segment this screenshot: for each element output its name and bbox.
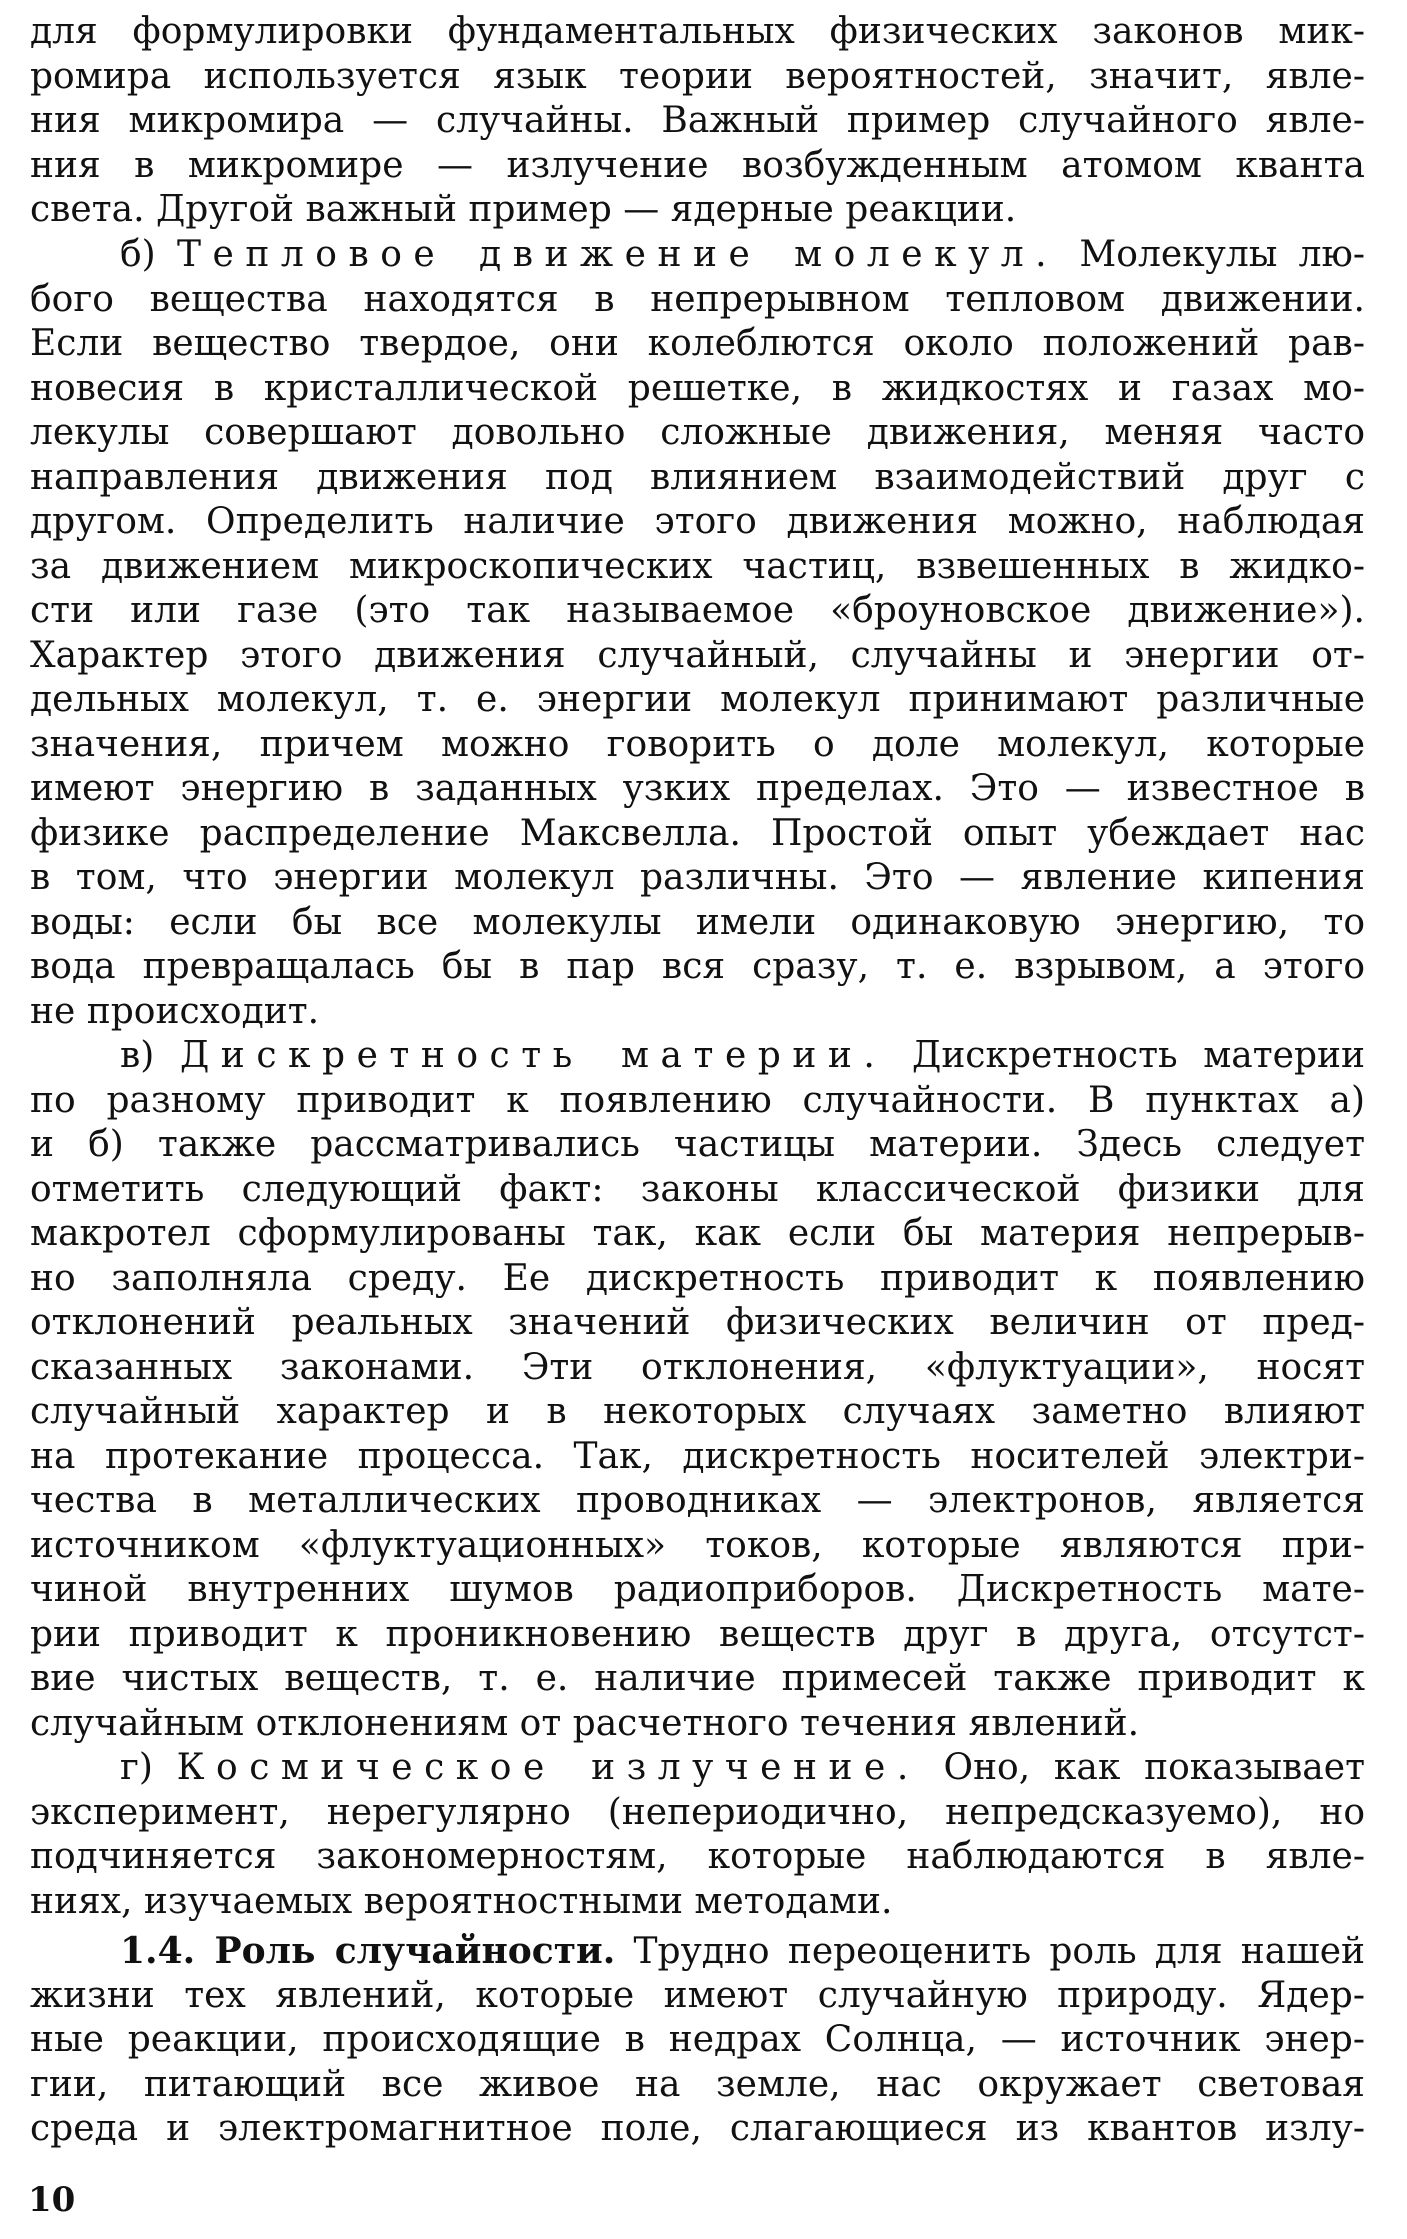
text-line: ния микромира — случайны. Важный пример случайного явле- bbox=[30, 100, 1365, 141]
text-line: бого вещества находятся в непрерывном тепловом движении. bbox=[30, 278, 1365, 320]
text-line: и б) также рассматривались частицы материи. Здесь следует bbox=[30, 1124, 1365, 1165]
paragraph-item-b bbox=[30, 233, 1365, 1034]
text-fragment: Дискретность материи bbox=[886, 1035, 1365, 1076]
text-line: подчиняется закономерностям, которые наблюдаются в явле- bbox=[30, 1836, 1365, 1877]
text-fragment: Молекулы лю- bbox=[1058, 234, 1365, 275]
text-line: ромира используется язык теории вероятностей, значит, явле- bbox=[30, 55, 1365, 97]
text-line: ниях, изучаемых вероятностными методами. bbox=[30, 1880, 893, 1922]
text-line: направления движения под влиянием взаимодействий друг с bbox=[30, 456, 1365, 498]
text-line bbox=[30, 1929, 1365, 1974]
text-line: ния в микромире — излучение возбужденным атомом кванта bbox=[30, 144, 1365, 186]
text-line: новесия в кристаллической решетке, в жидкостях и газах мо- bbox=[30, 367, 1365, 409]
item-label: в) bbox=[120, 1035, 181, 1076]
text-line: лекулы совершают довольно сложные движения, меняя часто bbox=[30, 412, 1365, 453]
text-line: в том, что энергии молекул различны. Это — явление кипения bbox=[30, 857, 1365, 898]
text-line: для формулировки фундаментальных физических законов мик- bbox=[30, 11, 1365, 52]
text-line: значения, причем можно говорить о доле молекул, которые bbox=[30, 723, 1365, 765]
text-line: отметить следующий факт: законы классической физики для bbox=[30, 1168, 1365, 1210]
text-line bbox=[30, 233, 1365, 278]
text-line: за движением микроскопических частиц, взвешенных в жидко- bbox=[30, 545, 1365, 587]
text-fragment: Трудно переоценить роль для нашей bbox=[615, 1931, 1365, 1972]
item-heading: Дискретность материи. bbox=[180, 1035, 887, 1076]
text-line: света. Другой важный пример — ядерные реакции. bbox=[30, 189, 1017, 230]
text-line: гии, питающий все живое на земле, нас окружает световая bbox=[30, 2063, 1365, 2105]
text-line: не происходит. bbox=[30, 990, 320, 1032]
text-fragment: Оно, как показывает bbox=[919, 1747, 1365, 1788]
text-line: Если вещество твердое, они колеблются около положений рав- bbox=[30, 323, 1365, 364]
text-line: Характер этого движения случайный, случайны и энергии от- bbox=[30, 634, 1365, 676]
paragraph-intro-continued bbox=[30, 10, 1365, 233]
text-line: вие чистых веществ, т. е. наличие примесей также приводит к bbox=[30, 1658, 1365, 1699]
text-line: сти или газе (это так называемое «броуновское движение»). bbox=[30, 590, 1365, 631]
text-line: жизни тех явлений, которые имеют случайную природу. Ядер- bbox=[30, 1974, 1365, 2016]
paragraph-item-v bbox=[30, 1034, 1365, 1746]
text-line bbox=[30, 1034, 1365, 1079]
text-line: рии приводит к проникновению веществ друг в друга, отсутст- bbox=[30, 1613, 1365, 1655]
text-line: но заполняла среду. Ее дискретность приводит к появлению bbox=[30, 1257, 1365, 1299]
page-number: 10 bbox=[28, 2180, 76, 2220]
text-line: макротел сформулированы так, как если бы материя непрерыв- bbox=[30, 1213, 1365, 1254]
text-line: другом. Определить наличие этого движения можно, наблюдая bbox=[30, 501, 1365, 542]
section-title: 1.4. Роль случайности. bbox=[120, 1930, 616, 1972]
text-line: среда и электромагнитное поле, слагающиеся из квантов излу- bbox=[30, 2108, 1365, 2149]
item-heading: Космическое излучение. bbox=[176, 1747, 920, 1788]
text-line: эксперимент, нерегулярно (непериодично, непредсказуемо), но bbox=[30, 1791, 1365, 1833]
text-line: отклонений реальных значений физических величин от пред- bbox=[30, 1302, 1365, 1343]
text-line: чества в металлических проводниках — электронов, является bbox=[30, 1480, 1365, 1521]
item-label: б) bbox=[120, 234, 177, 275]
item-label: г) bbox=[120, 1747, 177, 1788]
text-line: дельных молекул, т. е. энергии молекул принимают различные bbox=[30, 679, 1365, 720]
text-line bbox=[30, 1746, 1365, 1791]
paragraph-item-g bbox=[30, 1746, 1365, 1924]
text-line: имеют энергию в заданных узких пределах. Это — известное в bbox=[30, 768, 1365, 809]
text-line: случайный характер и в некоторых случаях заметно влияют bbox=[30, 1391, 1365, 1432]
text-line: ные реакции, происходящие в недрах Солнца, — источник энер- bbox=[30, 2019, 1365, 2060]
text-line: случайным отклонениям от расчетного течения явлений. bbox=[30, 1702, 1140, 1744]
text-line: чиной внутренних шумов радиоприборов. Дискретность мате- bbox=[30, 1569, 1365, 1610]
text-line: на протекание процесса. Так, дискретность носителей электри- bbox=[30, 1435, 1365, 1477]
item-heading: Тепловое движение молекул. bbox=[177, 234, 1059, 275]
text-line: сказанных законами. Эти отклонения, «флуктуации», носят bbox=[30, 1346, 1365, 1388]
text-line: физике распределение Максвелла. Простой опыт убеждает нас bbox=[30, 812, 1365, 854]
text-line: воды: если бы все молекулы имели одинаковую энергию, то bbox=[30, 901, 1365, 943]
text-line: источником «флуктуационных» токов, которые являются при- bbox=[30, 1524, 1365, 1566]
text-line: вода превращалась бы в пар вся сразу, т. е. взрывом, а этого bbox=[30, 946, 1365, 987]
text-line: по разному приводит к появлению случайности. В пунктах а) bbox=[30, 1079, 1365, 1121]
paragraph-section-1-4 bbox=[30, 1929, 1365, 2152]
